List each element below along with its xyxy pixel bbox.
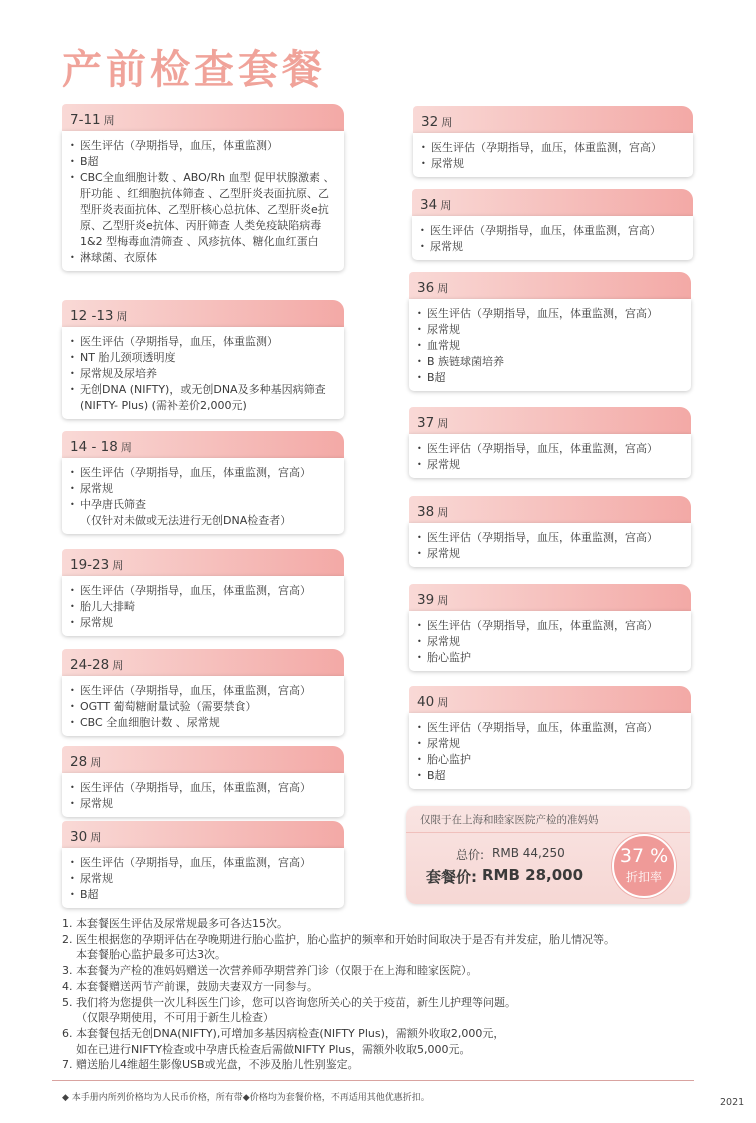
note-text: 本套餐医生评估及尿常规最多可各达15次。 xyxy=(76,917,288,930)
list-item-text: B 族链球菌培养 xyxy=(427,355,505,368)
list-item-text: 医生评估（孕期指导，血压，体重监测） xyxy=(80,335,278,348)
note-item xyxy=(62,1057,702,1073)
week-unit-label: 周 xyxy=(437,506,449,519)
week-card-body xyxy=(62,576,344,636)
week-card-header xyxy=(62,649,344,676)
list-item xyxy=(417,457,685,473)
week-card-left-3 xyxy=(62,549,344,636)
note-item xyxy=(62,995,702,1026)
bullet-icon: • xyxy=(70,686,75,695)
bullet-icon: • xyxy=(417,739,422,748)
list-item-text: 医生评估（孕期指导，血压，体重监测，宫高） xyxy=(430,224,661,237)
bullet-icon: • xyxy=(70,141,75,150)
list-item-text: 胎心监护 xyxy=(427,753,471,766)
bullet-icon: • xyxy=(70,618,75,627)
list-item xyxy=(70,382,338,414)
list-item xyxy=(417,634,685,650)
week-card-header xyxy=(62,746,344,773)
week-card-body xyxy=(62,676,344,736)
list-item xyxy=(70,780,338,796)
notes-list xyxy=(62,916,702,1073)
note-number: 1. xyxy=(62,917,73,930)
list-item-text: 尿常规 xyxy=(427,458,460,471)
page-title: 产前检查套餐 xyxy=(62,47,326,93)
week-card-body xyxy=(409,713,691,789)
week-card-header xyxy=(409,584,691,611)
bullet-icon: • xyxy=(417,373,422,382)
list-item-text: B超 xyxy=(427,769,446,782)
list-item-text: 淋球菌、衣原体 xyxy=(80,251,157,264)
bullet-icon: • xyxy=(417,357,422,366)
list-item xyxy=(70,699,338,715)
bullet-icon: • xyxy=(70,468,75,477)
week-card-header xyxy=(62,821,344,848)
week-unit-label: 周 xyxy=(440,199,452,212)
list-item xyxy=(70,465,338,481)
week-card-right-4 xyxy=(409,496,691,567)
week-card-header xyxy=(409,686,691,713)
week-unit-label: 周 xyxy=(103,114,115,127)
week-card-header xyxy=(62,431,344,458)
list-item xyxy=(420,223,687,239)
list-item-text: 尿常规 xyxy=(80,797,113,810)
list-item-text: 医生评估（孕期指导，血压，体重监测，宫高） xyxy=(80,781,311,794)
note-number: 5. xyxy=(62,995,73,1009)
list-item xyxy=(421,140,687,156)
week-number: 32 xyxy=(421,114,439,130)
week-card-left-2 xyxy=(62,431,344,534)
bullet-icon: • xyxy=(420,242,425,251)
week-unit-label: 周 xyxy=(120,441,132,454)
list-item xyxy=(417,441,685,457)
list-item-text: 胎儿大排畸 xyxy=(80,600,135,613)
list-item-text: 尿常规 xyxy=(80,872,113,885)
total-price-label: 总价: xyxy=(456,848,485,862)
week-number: 30 xyxy=(70,829,88,845)
list-item-text: 胎心监护 xyxy=(427,651,471,664)
bullet-icon: • xyxy=(421,159,426,168)
list-item xyxy=(417,370,685,386)
week-number: 19-23 xyxy=(70,557,110,573)
note-item xyxy=(62,979,702,995)
week-number: 39 xyxy=(417,592,435,608)
list-item-text: 尿常规 xyxy=(430,240,463,253)
bullet-icon: • xyxy=(417,637,422,646)
list-item-text: 医生评估（孕期指导，血压，体重监测，宫高） xyxy=(427,531,658,544)
bullet-icon: • xyxy=(70,484,75,493)
discount-label: 折扣率 xyxy=(625,870,662,884)
week-card-body xyxy=(62,131,344,271)
bullet-icon: • xyxy=(417,771,422,780)
list-item xyxy=(417,338,685,354)
list-item xyxy=(417,736,685,752)
bullet-icon: • xyxy=(417,653,422,662)
list-item xyxy=(70,796,338,812)
list-item xyxy=(417,752,685,768)
list-item-text: 尿常规及尿培养 xyxy=(80,367,157,380)
list-item xyxy=(417,768,685,784)
week-unit-label: 周 xyxy=(90,831,102,844)
list-item xyxy=(70,366,338,382)
week-card-right-1 xyxy=(412,189,693,260)
list-item xyxy=(417,720,685,736)
bullet-icon: • xyxy=(421,143,426,152)
list-item xyxy=(417,322,685,338)
week-card-header xyxy=(409,407,691,434)
footer-note: ◆ 本手册内所列价格均为人民币价格，所有带◆价格均为套餐价格，不再适用其他优惠折扣。 xyxy=(62,1093,430,1103)
page-year: 2021 xyxy=(720,1097,745,1108)
bullet-icon: • xyxy=(70,253,75,262)
list-item xyxy=(70,715,338,731)
week-unit-label: 周 xyxy=(112,559,124,572)
list-item-text: 医生评估（孕期指导，血压，体重监测，宫高） xyxy=(80,684,311,697)
bullet-icon: • xyxy=(70,586,75,595)
week-card-header xyxy=(409,272,691,299)
list-item xyxy=(70,871,338,887)
week-number: 7-11 xyxy=(70,112,101,128)
week-card-body xyxy=(409,299,691,391)
week-card-left-6 xyxy=(62,821,344,908)
list-item-text: B超 xyxy=(427,371,446,384)
bullet-icon: • xyxy=(70,783,75,792)
week-number: 14 - 18 xyxy=(70,439,118,455)
list-item xyxy=(70,250,338,266)
price-box xyxy=(406,806,690,904)
week-number: 40 xyxy=(417,694,435,710)
note-item xyxy=(62,963,702,979)
week-card-right-6 xyxy=(409,686,691,789)
week-card-left-0 xyxy=(62,104,344,271)
discount-percent: 37 % xyxy=(619,845,669,867)
note-text: 医生根据您的孕期评估在孕晚期进行胎心监护，胎心监护的频率和开始时间取决于是否有并发症，胎儿情况等。 本套餐胎心监护最多可达3次。 xyxy=(76,932,615,962)
bullet-icon: • xyxy=(70,369,75,378)
note-item xyxy=(62,932,702,963)
week-card-left-1 xyxy=(62,300,344,419)
week-unit-label: 周 xyxy=(116,310,128,323)
note-number: 6. xyxy=(62,1026,73,1040)
list-item-text: 尿常规 xyxy=(431,157,464,170)
bullet-icon: • xyxy=(70,858,75,867)
list-item xyxy=(70,583,338,599)
list-item-text: B超 xyxy=(80,155,99,168)
note-text: 本套餐为产检的准妈妈赠送一次营养师孕期营养门诊（仅限于在上海和睦家医院）。 xyxy=(76,964,478,978)
list-item-text: 无创DNA (NIFTY)，或无创DNA及多种基因病筛查(NIFTY- Plus) (需补差价2,000元) xyxy=(80,383,326,412)
week-card-header xyxy=(409,496,691,523)
week-unit-label: 周 xyxy=(437,417,449,430)
list-item-text: 医生评估（孕期指导，血压，体重监测，宫高） xyxy=(427,442,658,455)
list-item-text: OGTT 葡萄糖耐量试验（需要禁食） xyxy=(80,700,257,713)
bullet-icon: • xyxy=(70,890,75,899)
week-number: 12 -13 xyxy=(70,308,114,324)
week-unit-label: 周 xyxy=(112,659,124,672)
week-card-right-5 xyxy=(409,584,691,671)
list-item-text: 医生评估（孕期指导，血压，体重监测，宫高） xyxy=(427,619,658,632)
week-card-header xyxy=(62,104,344,131)
list-item-text: 尿常规 xyxy=(427,323,460,336)
note-item xyxy=(62,1026,702,1057)
week-card-body xyxy=(412,216,693,260)
week-card-body xyxy=(413,133,693,177)
list-item xyxy=(421,156,687,172)
week-number: 37 xyxy=(417,415,435,431)
list-item-text: 尿常规 xyxy=(427,635,460,648)
list-item-text: CBC全血细胞计数 、ABO/Rh 血型 促甲状腺激素 、肝功能 、红细胞抗体筛查 、乙型肝炎表面抗原、乙型肝炎表面抗体、乙型肝核心总抗体、乙型肝炎e抗原、乙型肝炎e抗体、丙肝筛查 人类免疫缺陷病毒 1&2 型梅毒血清筛查 、风疹抗体、糖化血红蛋白 xyxy=(80,171,335,248)
week-card-right-3 xyxy=(409,407,691,478)
list-item-text: 尿常规 xyxy=(427,547,460,560)
bullet-icon: • xyxy=(417,533,422,542)
bullet-icon: • xyxy=(417,723,422,732)
note-item xyxy=(62,916,702,932)
list-item-text: CBC 全血细胞计数 、尿常规 xyxy=(80,716,220,729)
note-number: 2. xyxy=(62,932,73,946)
list-item-text: 医生评估（孕期指导，血压，体重监测） xyxy=(80,139,278,152)
list-item-text: 医生评估（孕期指导，血压，体重监测，宫高） xyxy=(427,307,658,320)
list-item-text: 尿常规 xyxy=(427,737,460,750)
bullet-icon: • xyxy=(417,549,422,558)
week-card-header xyxy=(412,189,693,216)
week-card-header xyxy=(413,106,693,133)
week-unit-label: 周 xyxy=(437,282,449,295)
price-divider xyxy=(406,832,690,833)
week-card-header xyxy=(62,300,344,327)
list-item-text: NT 胎儿颈项透明度 xyxy=(80,351,176,364)
list-item xyxy=(417,618,685,634)
list-item-text: 中孕唐氏筛查 （仅针对未做或无法进行无创DNA检查者） xyxy=(80,498,292,527)
bullet-icon: • xyxy=(70,173,75,182)
week-card-body xyxy=(409,434,691,478)
week-card-body xyxy=(62,327,344,419)
note-text: 本套餐包括无创DNA(NIFTY),可增加多基因病检查(NIFTY Plus)，需额外收取2,000元， 如在已进行NIFTY检查或中孕唐氏检查后需做NIFTY Plus，需额外收取5,000元。 xyxy=(76,1026,505,1056)
list-item-text: B超 xyxy=(80,888,99,901)
week-number: 36 xyxy=(417,280,435,296)
list-item xyxy=(417,650,685,666)
bullet-icon: • xyxy=(70,602,75,611)
bullet-icon: • xyxy=(417,460,422,469)
list-item xyxy=(417,306,685,322)
bullet-icon: • xyxy=(417,621,422,630)
week-card-header xyxy=(62,549,344,576)
week-number: 28 xyxy=(70,754,88,770)
list-item xyxy=(420,239,687,255)
week-number: 38 xyxy=(417,504,435,520)
price-eligibility-note: 仅限于在上海和睦家医院产检的准妈妈 xyxy=(420,814,599,826)
bullet-icon: • xyxy=(70,799,75,808)
total-price-value: RMB 44,250 xyxy=(492,846,565,860)
bullet-icon: • xyxy=(70,337,75,346)
list-item xyxy=(417,546,685,562)
week-card-body xyxy=(409,611,691,671)
week-unit-label: 周 xyxy=(437,594,449,607)
note-text: 本套餐赠送两节产前课，鼓励夫妻双方一同参与。 xyxy=(76,979,318,993)
week-card-body xyxy=(62,773,344,817)
list-item xyxy=(70,138,338,154)
week-unit-label: 周 xyxy=(441,116,453,129)
week-card-body xyxy=(62,848,344,908)
week-card-left-5 xyxy=(62,746,344,817)
list-item xyxy=(70,154,338,170)
list-item xyxy=(70,887,338,903)
list-item xyxy=(70,334,338,350)
bullet-icon: • xyxy=(70,718,75,727)
list-item-text: 医生评估（孕期指导，血压，体重监测，宫高） xyxy=(80,856,311,869)
list-item xyxy=(70,170,338,250)
bullet-icon: • xyxy=(70,385,75,394)
bullet-icon: • xyxy=(70,157,75,166)
list-item-text: 尿常规 xyxy=(80,616,113,629)
bullet-icon: • xyxy=(417,341,422,350)
note-number: 4. xyxy=(62,979,73,993)
list-item-text: 医生评估（孕期指导，血压，体重监测，宫高） xyxy=(80,584,311,597)
list-item-text: 血常规 xyxy=(427,339,460,352)
list-item-text: 医生评估（孕期指导，血压，体重监测，宫高） xyxy=(427,721,658,734)
list-item xyxy=(70,497,338,529)
list-item xyxy=(70,683,338,699)
week-card-body xyxy=(62,458,344,534)
week-card-right-2 xyxy=(409,272,691,391)
week-card-body xyxy=(409,523,691,567)
bullet-icon: • xyxy=(417,444,422,453)
week-card-right-0 xyxy=(413,106,693,177)
bullet-icon: • xyxy=(417,755,422,764)
list-item xyxy=(70,481,338,497)
footer-divider xyxy=(52,1080,694,1081)
list-item xyxy=(70,350,338,366)
bullet-icon: • xyxy=(70,874,75,883)
list-item-text: 医生评估（孕期指导，血压，体重监测，宫高） xyxy=(80,466,311,479)
bullet-icon: • xyxy=(417,309,422,318)
week-card-left-4 xyxy=(62,649,344,736)
bullet-icon: • xyxy=(420,226,425,235)
week-number: 34 xyxy=(420,197,438,213)
list-item xyxy=(417,530,685,546)
note-text: 赠送胎儿4维超生影像USB或光盘，不涉及胎儿性别鉴定。 xyxy=(76,1058,359,1072)
week-unit-label: 周 xyxy=(437,696,449,709)
list-item xyxy=(70,599,338,615)
bullet-icon: • xyxy=(70,500,75,509)
list-item xyxy=(70,615,338,631)
week-number: 24-28 xyxy=(70,657,110,673)
bullet-icon: • xyxy=(417,325,422,334)
list-item xyxy=(417,354,685,370)
note-text: 我们将为您提供一次儿科医生门诊，您可以咨询您所关心的关于疫苗，新生儿护理等问题。 （仅限孕期使用，不可用于新生儿检查） xyxy=(76,995,516,1025)
week-unit-label: 周 xyxy=(90,756,102,769)
list-item-text: 医生评估（孕期指导，血压，体重监测，宫高） xyxy=(431,141,662,154)
list-item xyxy=(70,855,338,871)
note-number: 3. xyxy=(62,964,73,978)
bullet-icon: • xyxy=(70,702,75,711)
discount-badge xyxy=(612,834,676,898)
package-price-value: RMB 28,000 xyxy=(482,866,584,884)
list-item-text: 尿常规 xyxy=(80,482,113,495)
bullet-icon: • xyxy=(70,353,75,362)
package-price-label: 套餐价: xyxy=(426,868,477,886)
note-number: 7. xyxy=(62,1058,73,1072)
